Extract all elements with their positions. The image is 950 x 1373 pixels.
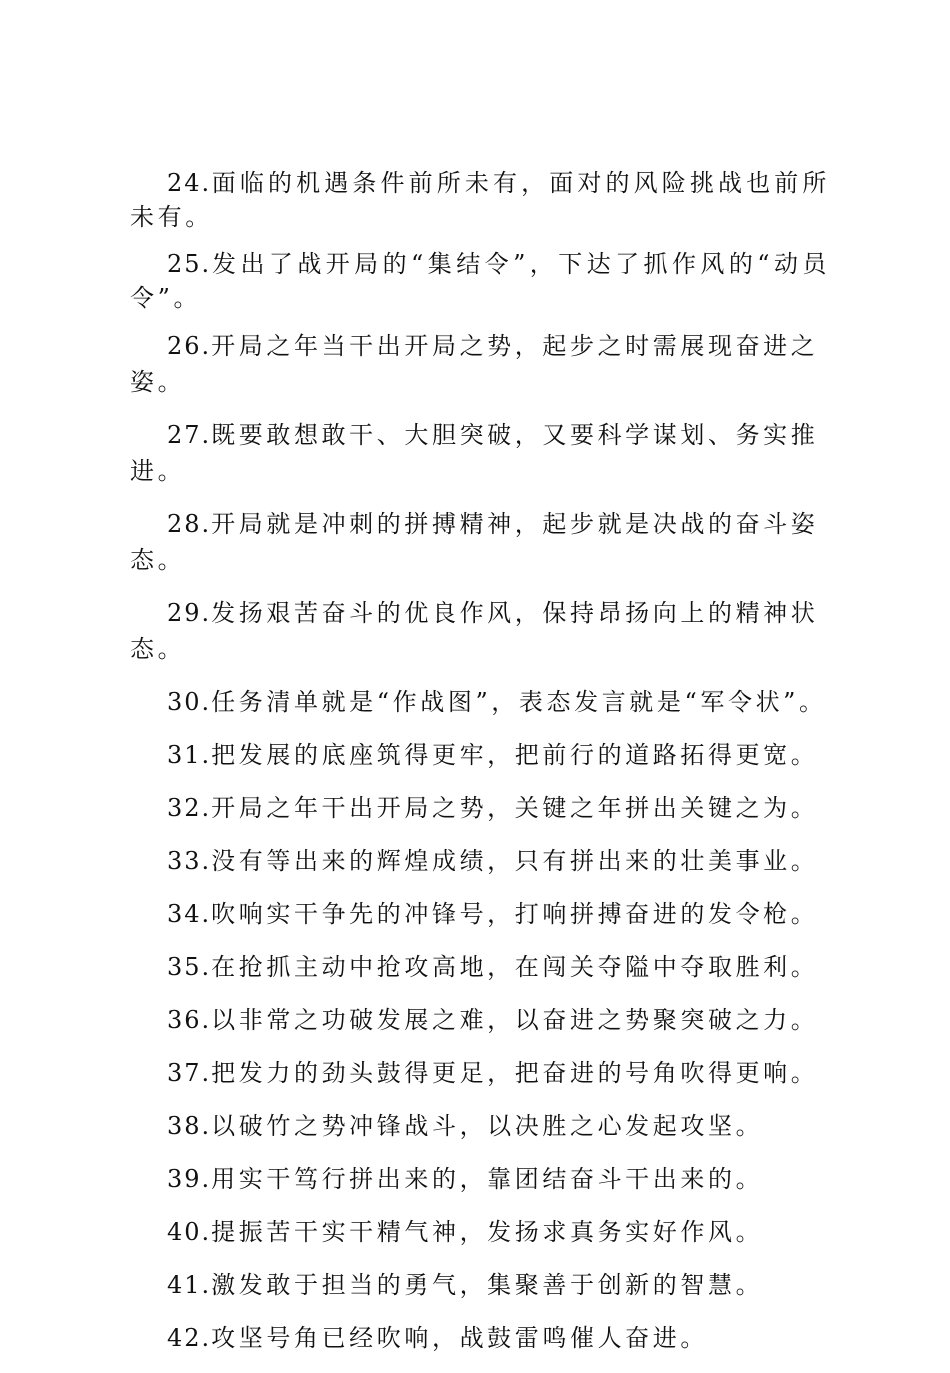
item-number: 39. [167,1165,212,1193]
list-item [130,328,830,400]
item-number: 35. [167,953,212,981]
item-number: 41. [167,1271,212,1299]
list-item [130,1214,830,1250]
item-text: 面临的机遇条件前所未有，面对的风险挑战也前所未有。 [130,169,830,231]
list-item [130,1055,830,1091]
list-item [130,247,830,315]
item-text: 开局之年干出开局之势，关键之年拼出关键之为。 [211,794,819,822]
item-number: 32. [167,794,212,822]
item-text: 在抢抓主动中抢攻高地，在闯关夺隘中夺取胜利。 [211,953,819,981]
item-number: 37. [167,1059,212,1087]
item-number: 42. [167,1324,212,1352]
list-item [130,896,830,932]
item-text: 攻坚号角已经吹响，战鼓雷鸣催人奋进。 [211,1324,708,1352]
item-number: 40. [167,1218,212,1246]
item-text: 吹响实干争先的冲锋号，打响拼搏奋进的发令枪。 [211,900,819,928]
item-text: 激发敢于担当的勇气，集聚善于创新的智慧。 [211,1271,764,1299]
item-number: 24. [167,169,212,197]
item-number: 34. [167,900,212,928]
document-body [130,166,830,1373]
list-item [130,843,830,879]
list-item [130,1002,830,1038]
item-text: 以非常之功破发展之难，以奋进之势聚突破之力。 [211,1006,819,1034]
list-item [130,417,830,489]
item-text: 把发力的劲头鼓得更足，把奋进的号角吹得更响。 [211,1059,819,1087]
item-text: 用实干笃行拼出来的，靠团结奋斗干出来的。 [211,1165,764,1193]
item-number: 27. [167,421,212,449]
item-text: 把发展的底座筑得更牢，把前行的道路拓得更宽。 [211,741,819,769]
list-item [130,1267,830,1303]
list-item [130,737,830,773]
item-number: 26. [167,332,212,360]
item-number: 33. [167,847,212,875]
item-number: 30. [167,688,212,716]
list-item [130,1108,830,1144]
list-item [130,949,830,985]
item-text: 发出了战开局的“集结令”，下达了抓作风的“动员令”。 [130,250,830,312]
list-item [130,1320,830,1356]
item-number: 29. [167,599,212,627]
item-number: 28. [167,510,212,538]
list-item [130,506,830,578]
item-text: 任务清单就是“作战图”，表态发言就是“军令状”。 [211,688,827,716]
item-number: 38. [167,1112,212,1140]
list-item [130,684,830,720]
item-number: 31. [167,741,212,769]
item-text: 发扬艰苦奋斗的优良作风，保持昂扬向上的精神状态。 [130,599,819,663]
item-text: 提振苦干实干精气神，发扬求真务实好作风。 [211,1218,764,1246]
item-number: 36. [167,1006,212,1034]
list-item [130,166,830,234]
item-number: 25. [167,250,212,278]
item-text: 以破竹之势冲锋战斗，以决胜之心发起攻坚。 [211,1112,764,1140]
item-text: 开局之年当干出开局之势，起步之时需展现奋进之姿。 [130,332,819,396]
list-item [130,1161,830,1197]
list-item [130,790,830,826]
list-item [130,595,830,667]
item-text: 开局就是冲刺的拼搏精神，起步就是决战的奋斗姿态。 [130,510,819,574]
item-text: 没有等出来的辉煌成绩，只有拼出来的壮美事业。 [211,847,819,875]
item-text: 既要敢想敢干、大胆突破，又要科学谋划、务实推进。 [130,421,819,485]
